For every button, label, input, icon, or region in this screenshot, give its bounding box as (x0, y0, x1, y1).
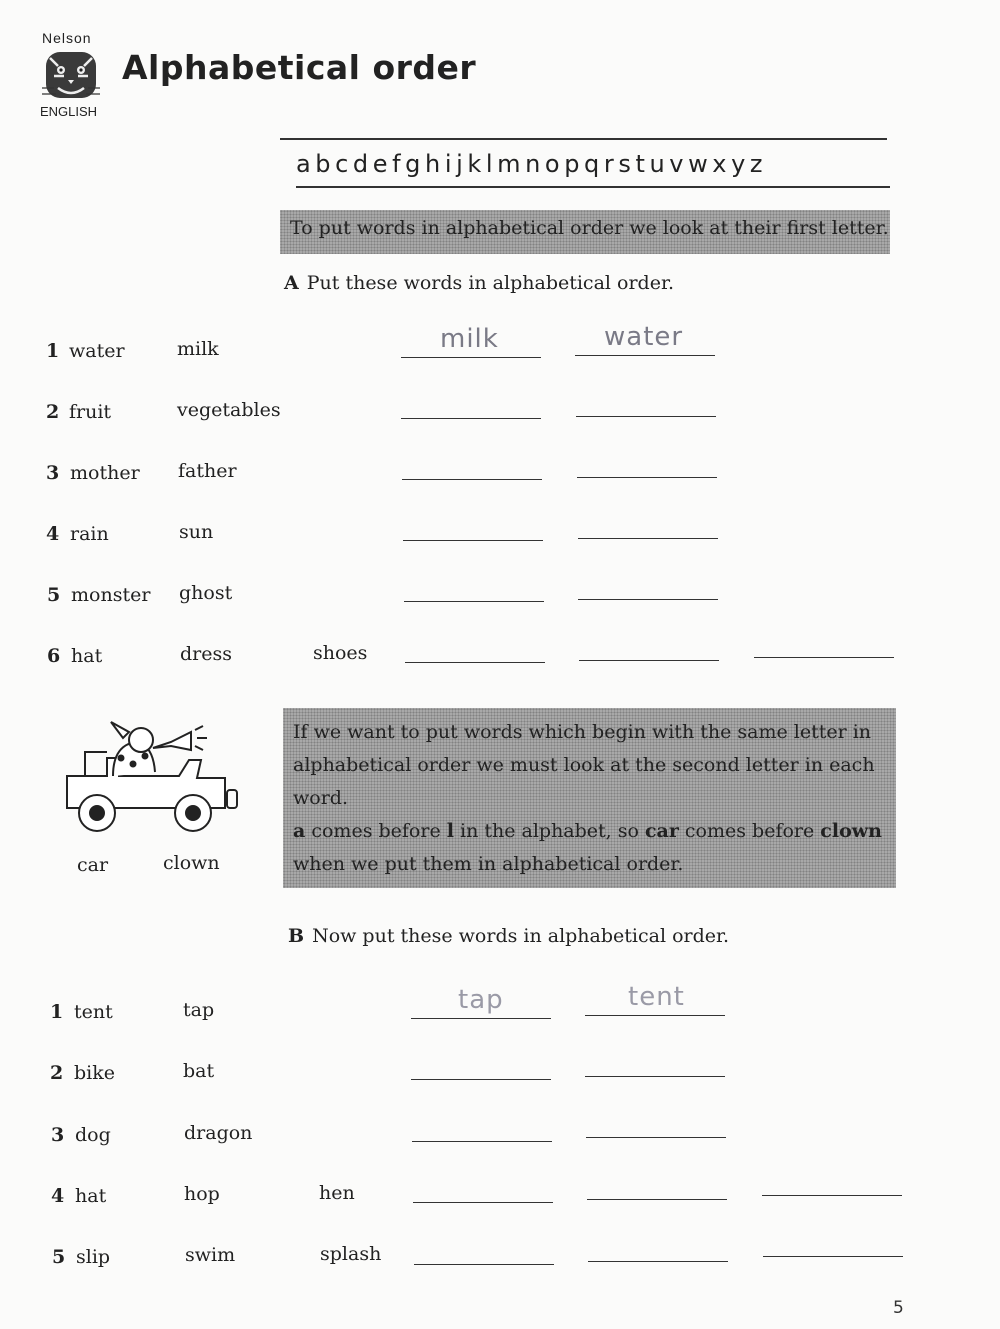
answer-blank[interactable] (578, 538, 718, 539)
word: dog (75, 1124, 111, 1146)
word: rain (70, 523, 109, 545)
word: father (178, 460, 237, 482)
answer-blank[interactable] (402, 479, 542, 480)
answer-blank[interactable] (401, 357, 541, 358)
note-text: comes before (305, 820, 447, 842)
answer-blank[interactable] (585, 1076, 725, 1077)
answer-blank[interactable] (587, 1199, 727, 1200)
publisher-name: Nelson (42, 30, 92, 46)
section-b-instruction (288, 925, 729, 947)
note-bold-l: l (446, 820, 454, 842)
word: hen (319, 1182, 355, 1204)
answer-blank[interactable] (577, 477, 717, 478)
handwritten-answer: milk (440, 324, 499, 354)
word: splash (320, 1243, 382, 1265)
word: milk (177, 338, 219, 360)
word: tent (74, 1001, 113, 1023)
word: tap (183, 999, 215, 1021)
word: water (69, 340, 125, 362)
section-a-instruction-text: Put these words in alphabetical order. (306, 272, 674, 294)
note-bold-car: car (644, 820, 679, 842)
answer-blank[interactable] (413, 1202, 553, 1203)
section-b-instruction-text: Now put these words in alphabetical order. (312, 925, 730, 947)
caption-clown: clown (163, 852, 220, 874)
answer-blank[interactable] (405, 662, 545, 663)
word: bat (183, 1060, 215, 1082)
answer-blank[interactable] (754, 657, 894, 658)
word: dragon (184, 1122, 253, 1144)
handwritten-answer: tent (628, 982, 685, 1012)
section-a-instruction (284, 272, 674, 294)
caption-car: car (77, 854, 109, 876)
clown-car-icon (55, 718, 245, 836)
item-number: 6 (47, 645, 61, 667)
item-number: 1 (50, 1001, 64, 1023)
section-b-letter: B (288, 925, 305, 947)
tiger-logo-icon (40, 48, 102, 104)
alphabet-strip: abcdefghijklmnopqrstuvwxyz (296, 150, 768, 178)
item-number: 2 (46, 401, 60, 423)
section-a-letter: A (284, 272, 299, 294)
handwritten-answer: water (604, 322, 684, 352)
second-letter-note-text (293, 716, 883, 881)
word: vegetables (177, 399, 281, 421)
word: sun (179, 521, 214, 543)
answer-blank[interactable] (579, 660, 719, 661)
answer-blank[interactable] (401, 418, 541, 419)
answer-blank[interactable] (578, 599, 718, 600)
answer-blank[interactable] (762, 1195, 902, 1196)
word: fruit (69, 401, 112, 423)
answer-blank[interactable] (411, 1079, 551, 1080)
note-bold-clown: clown (820, 820, 882, 842)
word: shoes (313, 642, 368, 664)
alphabet-bottom-rule (296, 186, 890, 188)
publisher-subtitle: ENGLISH (40, 104, 98, 119)
word: dress (180, 643, 232, 665)
word: mother (70, 462, 140, 484)
answer-blank[interactable] (586, 1137, 726, 1138)
answer-blank[interactable] (404, 601, 544, 602)
item-number: 1 (46, 340, 60, 362)
handwritten-answer: tap (458, 985, 504, 1015)
item-number: 5 (52, 1246, 66, 1268)
answer-blank[interactable] (763, 1256, 903, 1257)
note-text: when we put them in alphabetical order. (293, 853, 684, 875)
word: ghost (179, 582, 233, 604)
page-title: Alphabetical order (122, 48, 477, 87)
alphabet-top-rule (280, 138, 887, 140)
answer-blank[interactable] (588, 1261, 728, 1262)
answer-blank[interactable] (411, 1018, 551, 1019)
word: slip (76, 1246, 111, 1268)
answer-blank[interactable] (414, 1264, 554, 1265)
word: hat (71, 645, 103, 667)
rule-note-text: To put words in alphabetical order we look at their first letter. (290, 217, 889, 239)
item-number: 4 (51, 1185, 65, 1207)
note-bold-a: a (293, 820, 306, 842)
word: hop (184, 1183, 220, 1205)
answer-blank[interactable] (575, 355, 715, 356)
word: bike (74, 1062, 115, 1084)
answer-blank[interactable] (403, 540, 543, 541)
item-number: 3 (46, 462, 60, 484)
note-text: comes before (678, 820, 821, 842)
word: swim (185, 1244, 236, 1266)
word: hat (75, 1185, 107, 1207)
note-paragraph-1: If we want to put words which begin with the same letter in alphabetical order we must look at the second letter in each word. (293, 721, 875, 809)
note-text: in the alphabet, so (453, 820, 645, 842)
answer-blank[interactable] (412, 1141, 552, 1142)
answer-blank[interactable] (585, 1015, 725, 1016)
item-number: 5 (47, 584, 61, 606)
item-number: 4 (46, 523, 60, 545)
page-number: 5 (893, 1298, 904, 1318)
item-number: 3 (51, 1124, 65, 1146)
word: monster (71, 584, 151, 606)
item-number: 2 (50, 1062, 64, 1084)
answer-blank[interactable] (576, 416, 716, 417)
